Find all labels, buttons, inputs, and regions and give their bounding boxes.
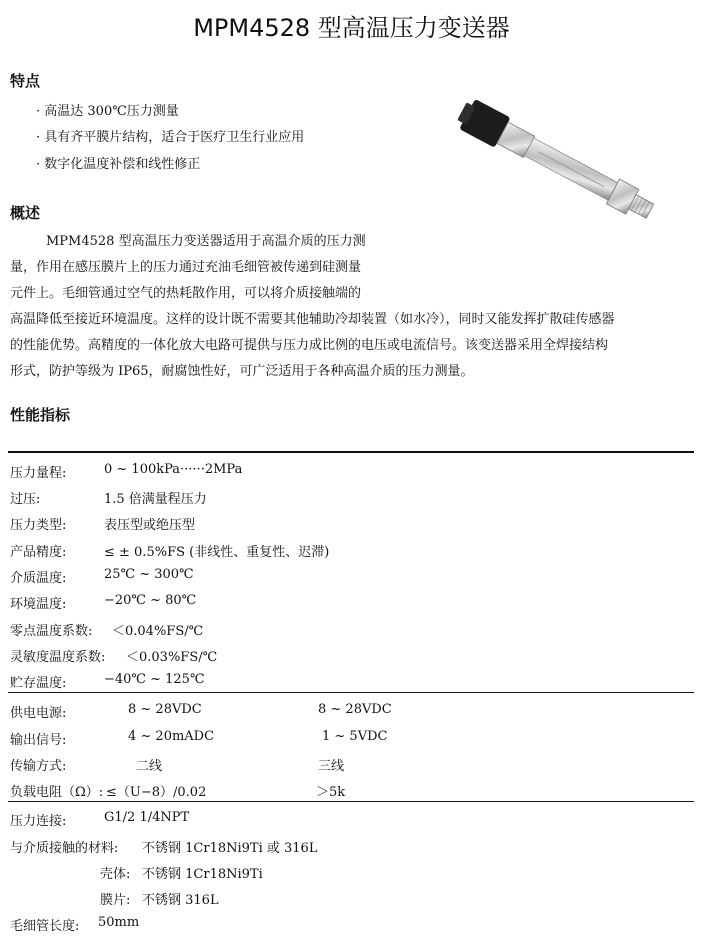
spec-value: −20℃ ~ 80℃ (104, 593, 197, 608)
page-title: MPM4528 型高温压力变送器 (193, 14, 510, 42)
spec-value: 25℃ ~ 300℃ (104, 567, 194, 582)
overview-line: 量，作用在感压膜片上的压力通过充油毛细管被传递到硅测量 (10, 260, 362, 275)
spec-label: 与介质接触的材料: (10, 841, 119, 856)
spec-value: 0 ~ 100kPa······2MPa (104, 462, 243, 477)
spec-value-3wire: 1 ~ 5VDC (322, 729, 388, 744)
features-heading: 特点 (10, 72, 41, 90)
product-image (440, 95, 690, 255)
overview-heading: 概述 (10, 204, 41, 222)
spec-value: ＜0.04%FS/℃ (112, 624, 204, 639)
overview-line: 的性能优势。高精度的一体化放大电路可提供与压力成比例的电压或电流信号。该变送器采用全焊接结构 (10, 338, 609, 353)
spec-label: 压力连接: (10, 814, 67, 829)
feature-item: · 高温达 300℃压力测量 (36, 104, 179, 119)
overview-line: 元件上。毛细管通过空气的热耗散作用，可以将介质接触端的 (10, 286, 362, 301)
feature-item: · 数字化温度补偿和线性修正 (36, 157, 201, 172)
overview-line: 形式，防护等级为 IP65，耐腐蚀性好，可广泛适用于各种高温介质的压力测量。 (10, 364, 474, 379)
spec-label: 过压: (10, 492, 41, 507)
spec-label: 毛细管长度: (10, 919, 80, 934)
spec-value: 不锈钢 1Cr18Ni9Ti 或 316L (142, 841, 318, 856)
spec-value: 不锈钢 316L (142, 893, 219, 908)
spec-value-3wire: 8 ~ 28VDC (318, 702, 392, 717)
spec-label: 贮存温度: (10, 676, 67, 691)
specs-heading: 性能指标 (10, 406, 71, 424)
spec-value-2wire: 4 ~ 20mADC (128, 729, 215, 744)
spec-label: 压力量程: (10, 466, 67, 481)
section-divider (8, 451, 694, 453)
spec-value-3wire: ＞5k (316, 785, 346, 800)
spec-label: 壳体: (100, 867, 131, 882)
spec-label: 介质温度: (10, 571, 67, 586)
overview-line: 高温降低至接近环境温度。这样的设计既不需要其他辅助冷却装置（如水冷），同时又能发挥扩散硅传感器 (10, 312, 615, 327)
feature-item: · 具有齐平膜片结构，适合于医疗卫生行业应用 (36, 130, 305, 145)
overview-line: MPM4528 型高温压力变送器适用于高温介质的压力测 (46, 234, 366, 249)
spec-value-3wire: 三线 (318, 759, 345, 774)
spec-value: ≤ ± 0.5%FS (非线性、重复性、迟滞) (104, 545, 330, 560)
spec-label: 零点温度系数: (10, 624, 93, 639)
spec-value: 不锈钢 1Cr18Ni9Ti (142, 867, 263, 882)
spec-label: 输出信号: (10, 733, 67, 748)
spec-label: 灵敏度温度系数: (10, 650, 106, 665)
spec-label: 传输方式: (10, 759, 67, 774)
spec-value: 50mm (98, 915, 140, 930)
spec-label: 负载电阻（Ω）: (10, 785, 104, 800)
spec-label: 产品精度: (10, 545, 67, 560)
spec-value-2wire: 8 ~ 28VDC (128, 702, 202, 717)
spec-value-2wire: 二线 (136, 759, 163, 774)
spec-value: 1.5 倍满量程压力 (104, 492, 207, 507)
section-divider (8, 801, 694, 802)
spec-value: ＜0.03%FS/℃ (126, 650, 218, 665)
spec-label: 膜片: (100, 893, 131, 908)
spec-value: 表压型或绝压型 (104, 518, 196, 533)
spec-label: 压力类型: (10, 518, 67, 533)
spec-value-2wire: ≤（U−8）/0.02 (106, 785, 207, 800)
spec-label: 供电电源: (10, 706, 67, 721)
spec-value: G1/2 1/4NPT (104, 810, 190, 825)
section-divider (8, 692, 694, 693)
spec-value: −40℃ ~ 125℃ (104, 672, 205, 687)
spec-label: 环境温度: (10, 597, 67, 612)
